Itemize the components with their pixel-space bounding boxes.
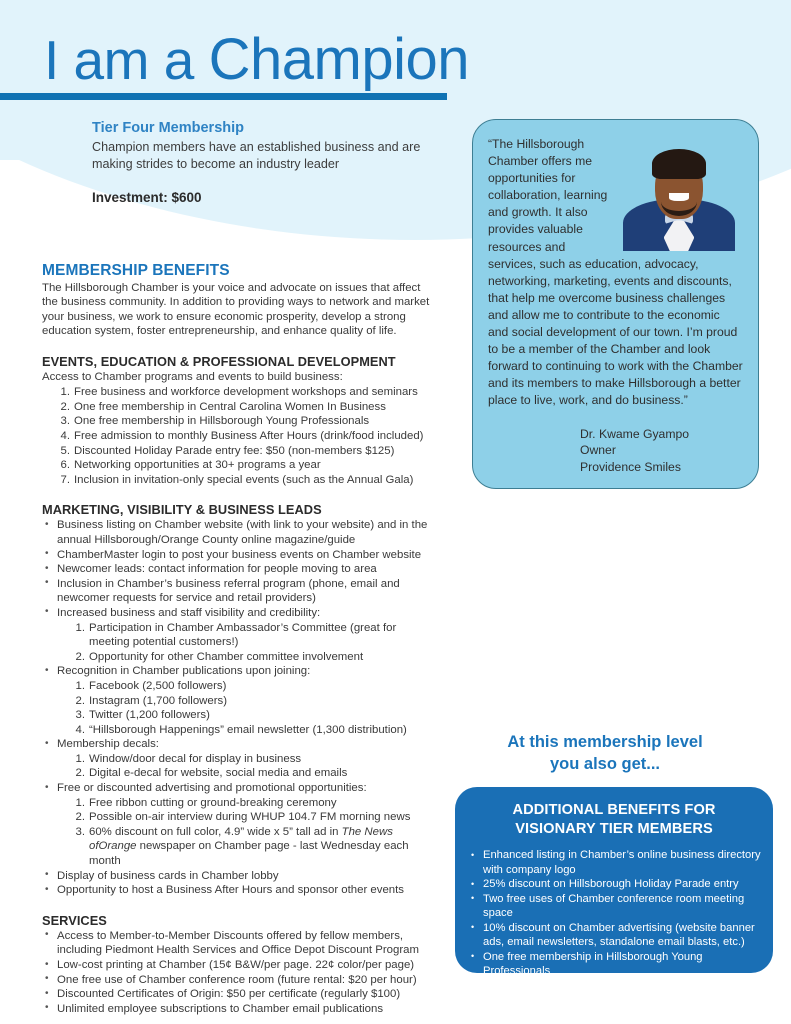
page-title	[0, 27, 470, 92]
membership-benefits-intro: The Hillsborough Chamber is your voice and advocate on issues that affect the business community. In addition to providing ways to network and market your business, we work to ensure economic prosperity, develop a strong education system, foster entrepreneurship, and enhance quality of life.	[42, 282, 430, 338]
testimonial-card	[472, 119, 759, 489]
list-item-text-a: 60% discount on full color, 4.9” wide x 5” tall ad in	[89, 825, 342, 838]
list-item: 2. Instagram (1,700 followers)	[75, 694, 228, 707]
list-item	[42, 606, 434, 664]
list-item: • ChamberMaster login to post your business events on Chamber website	[42, 548, 434, 563]
list-item: 3. One free membership in Hillsborough Young Professionals	[60, 415, 370, 428]
events-section-lead: Access to Chamber programs and events to build business:	[42, 370, 343, 383]
list-item-text: Opportunity for other Chamber committee involvement	[89, 650, 364, 663]
tier-description: Champion members have an established business and are making strides to become an industry leader	[92, 140, 421, 171]
testimonial-author-name: Dr. Kwame Gyampo	[580, 426, 690, 441]
list-item-text: Inclusion in invitation-only special events (such as the Annual Gala)	[74, 473, 414, 486]
additional-benefits-title	[467, 801, 761, 839]
tier-heading: Tier Four Membership	[92, 120, 245, 136]
list-item: 1. Facebook (2,500 followers)	[75, 679, 227, 692]
list-item-text: Possible on-air interview during WHUP 104.7 FM morning news	[89, 811, 411, 824]
list-item: 6. Networking opportunities at 30+ programs a year	[60, 459, 321, 472]
list-item: • Newcomer leads: contact information for people moving to area	[42, 562, 434, 577]
list-item-text: Twitter (1,200 followers)	[89, 709, 210, 722]
list-item: • 10% discount on Chamber advertising (website banner ads, email newsletters, standalone email blasts, etc.)	[467, 921, 761, 950]
list-item-text: Digital e-decal for website, social media and emails	[89, 767, 348, 780]
additional-benefits-box	[455, 787, 773, 977]
list-item-text: Facebook (2,500 followers)	[89, 679, 227, 692]
list-item-text: Membership decals:	[57, 738, 159, 751]
list-item: 3. 60% discount on full color, 4.9” wide x 5” tall ad in The News ofOrange newspaper on Chamber page - last Wednesday each month	[75, 825, 409, 868]
list-item-text-italic-2: Orange	[98, 840, 137, 853]
list-item	[42, 781, 434, 869]
list-item: • Enhanced listing in Chamber’s online business directory with company logo	[467, 848, 761, 877]
list-item: 4. “Hillsborough Happenings” email newsletter (1,300 distribution)	[75, 723, 407, 736]
list-item: 2. Opportunity for other Chamber committee involvement	[75, 650, 364, 663]
list-item: • Unlimited employee subscriptions to Chamber email publications	[42, 1002, 434, 1017]
testimonial-quote: “The Hillsborough Chamber offers me opportunities for collaboration, learning and growth. It also provides valuable resources and services, such as education, advocacy, networking, marketing, events and discounts, that help me overcome business challenges and allow me to contribute to the economic and social development of our town. I’m proud to be a member of the Chamber and look forward to continuing to work with the Chamber and its members to make Hillsborough a better place to live, work, and do business.”	[488, 137, 743, 408]
list-item: • Low-cost printing at Chamber (15¢ B&W/per page. 22¢ color/per page)	[42, 958, 434, 973]
list-item: • Two free uses of Chamber conference room meeting space	[467, 892, 761, 921]
list-item-text: One free membership in Central Carolina Women In Business	[74, 400, 386, 413]
list-item-text: Free admission to monthly Business After Hours (drink/food included)	[74, 430, 424, 442]
page-title-light: I am a	[44, 29, 209, 91]
list-item: • Opportunity to host a Business After Hours and sponsor other events	[42, 883, 434, 898]
list-item: • One free membership in Hillsborough Young Professionals	[467, 950, 761, 979]
testimonial-portrait-image	[615, 138, 743, 251]
list-item-text: Discounted Holiday Parade entry fee: $50 (non-members $125)	[74, 444, 395, 457]
marketing-section-title: MARKETING, VISIBILITY & BUSINESS LEADS	[42, 502, 322, 518]
events-section-title: EVENTS, EDUCATION & PROFESSIONAL DEVELOPMENT	[42, 353, 396, 369]
list-item: • 25% discount on Hillsborough Holiday Parade entry	[467, 877, 761, 892]
list-item-text: Increased business and staff visibility and credibility:	[57, 606, 321, 619]
list-item: • Display of business cards in Chamber lobby	[42, 869, 434, 884]
list-item-text: Instagram (1,700 followers)	[89, 694, 228, 707]
list-item: 1. Free ribbon cutting or ground-breaking ceremony	[75, 796, 337, 809]
list-item	[42, 737, 434, 781]
main-content-column	[42, 262, 434, 1016]
list-item-text: “Hillsborough Happenings” email newsletter (1,300 distribution)	[89, 723, 407, 736]
list-item: 1. Window/door decal for display in business	[75, 752, 302, 765]
list-item-text: Window/door decal for display in business	[89, 752, 302, 765]
list-item: 2. Digital e-decal for website, social media and emails	[75, 767, 348, 780]
list-item: 1. Participation in Chamber Ambassador’s Committee (great for meeting potential customers!)	[75, 621, 397, 649]
list-item: 4. Free admission to monthly Business After Hours (drink/food included)	[60, 430, 424, 442]
list-item: 2. Possible on-air interview during WHUP 104.7 FM morning news	[75, 811, 411, 824]
additional-benefits-list	[467, 848, 761, 979]
marketing-sublist-decals	[57, 752, 434, 781]
additional-benefits-title-line1: ADDITIONAL BENEFITS FOR	[512, 802, 716, 818]
list-item-text: Participation in Chamber Ambassador’s Committee (great for meeting potential customers!)	[89, 621, 397, 649]
services-list	[42, 929, 434, 1017]
list-item	[42, 664, 434, 737]
list-item-text-italic-1: The News of	[89, 825, 393, 853]
list-item-text: Free business and workforce development workshops and seminars	[74, 386, 418, 399]
testimonial-attribution	[488, 426, 743, 476]
services-section-title: SERVICES	[42, 912, 107, 928]
promo-heading-line1: At this membership level	[507, 733, 703, 751]
marketing-sublist-publications	[57, 679, 434, 737]
list-item-text: Free ribbon cutting or ground-breaking ceremony	[89, 796, 337, 809]
list-item-text-b: newspaper on Chamber page - last Wednesday each month	[89, 840, 409, 868]
tier-block	[92, 119, 452, 205]
list-item: 1. Free business and workforce development workshops and seminars	[60, 386, 418, 399]
list-item: • Discounted Certificates of Origin: $50 per certificate (regularly $100)	[42, 987, 434, 1002]
list-item-text: Networking opportunities at 30+ programs a year	[74, 459, 321, 472]
list-item-text: Recognition in Chamber publications upon joining:	[57, 665, 311, 678]
testimonial-author-company: Providence Smiles	[580, 459, 681, 474]
list-item: 3. Twitter (1,200 followers)	[75, 709, 210, 722]
list-item: • Access to Member-to-Member Discounts offered by fellow members, including Piedmont Health Services and Office Depot Discount Program	[42, 929, 434, 958]
list-item: 2. One free membership in Central Carolina Women In Business	[60, 400, 386, 413]
investment-amount: Investment: $600	[92, 190, 202, 205]
page-title-bold: Champion	[208, 27, 469, 92]
list-item: 5. Discounted Holiday Parade entry fee: $50 (non-members $125)	[60, 444, 395, 457]
additional-benefits-title-line2: VISIONARY TIER MEMBERS	[515, 821, 713, 837]
list-item: 7. Inclusion in invitation-only special events (such as the Annual Gala)	[60, 473, 414, 486]
list-item: • Business listing on Chamber website (with link to your website) and in the annual Hillsborough/Orange County online magazine/guide	[42, 518, 434, 547]
page-header	[0, 27, 470, 100]
list-item: • One free use of Chamber conference room (future rental: $20 per hour)	[42, 973, 434, 988]
promo-heading-line2: you also get...	[549, 755, 661, 773]
promo-heading	[452, 731, 758, 775]
title-underline-rule	[0, 93, 447, 100]
marketing-list	[42, 518, 434, 897]
membership-benefits-title: MEMBERSHIP BENEFITS	[42, 262, 230, 279]
list-item-text: Free or discounted advertising and promotional opportunities:	[57, 782, 367, 795]
marketing-sublist-advertising	[57, 796, 434, 869]
testimonial-author-role: Owner	[580, 443, 616, 457]
events-list	[42, 385, 434, 487]
list-item-text: One free membership in Hillsborough Young Professionals	[74, 415, 370, 428]
list-item: • Inclusion in Chamber’s business referral program (phone, email and newcomer requests for service and retail providers)	[42, 577, 434, 606]
marketing-sublist-visibility	[57, 621, 434, 665]
